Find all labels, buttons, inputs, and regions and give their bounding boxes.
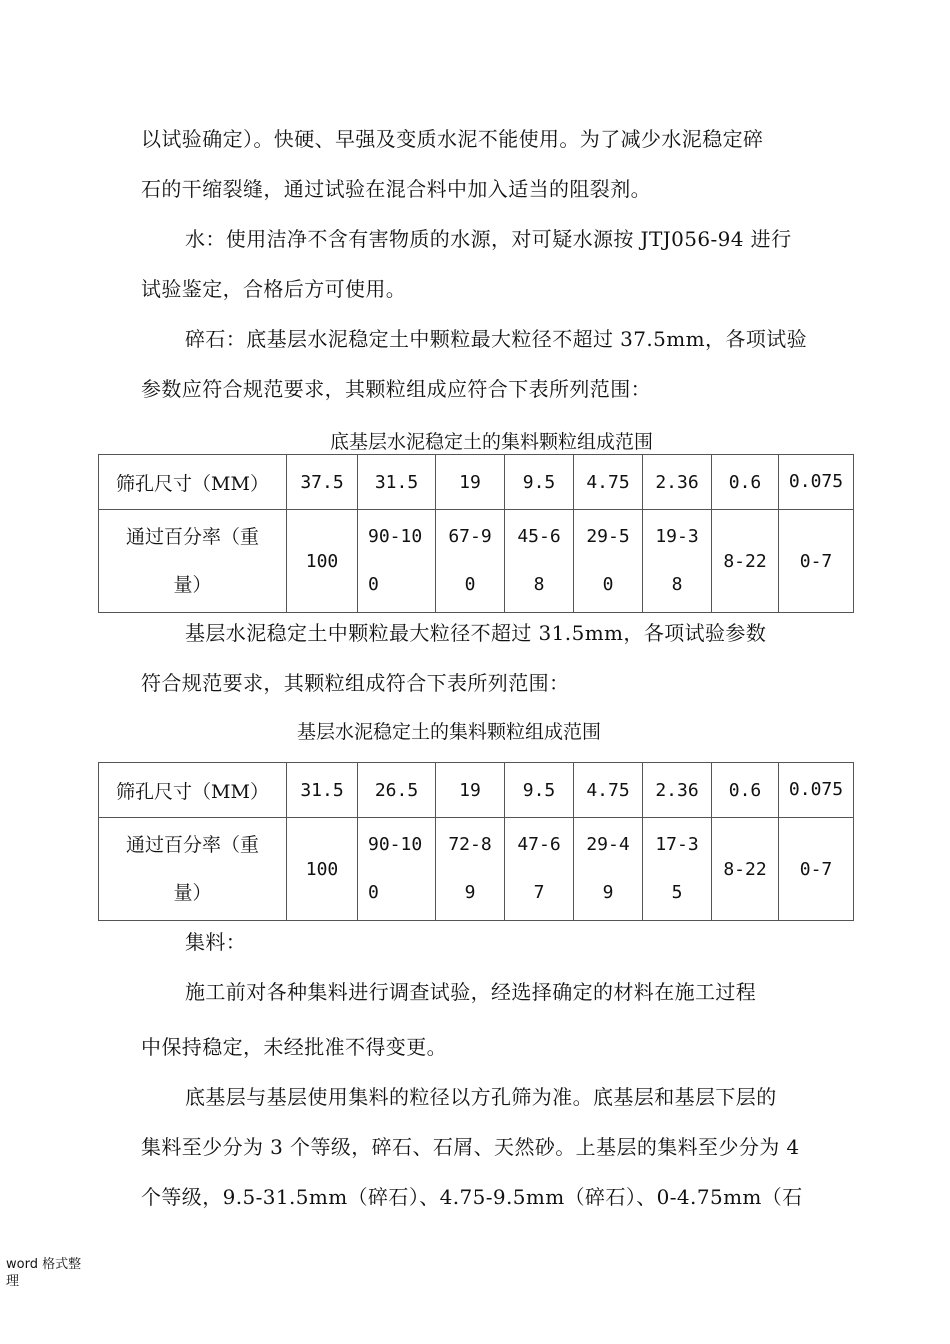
footer-text: word 格式整理 (6, 1257, 82, 1289)
table-cell: 2.36 (643, 455, 712, 510)
paragraph-line: 符合规范要求，其颗粒组成符合下表所列范围： (141, 671, 570, 695)
table-cell: 31.5 (287, 763, 358, 818)
table-cell: 4.75 (574, 763, 643, 818)
table-cell: 9.5 (505, 455, 574, 510)
table-cell: 31.5 (358, 455, 436, 510)
table-cell: 0-7 (779, 818, 854, 921)
paragraph-line: 参数应符合规范要求，其颗粒组成应符合下表所列范围： (141, 377, 651, 401)
paragraph-line: 以试验确定）。快硬、早强及变质水泥不能使用。为了减少水泥稳定碎 (141, 127, 764, 151)
table-caption: 基层水泥稳定土的集料颗粒组成范围 (297, 721, 602, 743)
grading-table-subbase (98, 454, 854, 613)
table-row (99, 455, 854, 510)
paragraph-line: 碎石：底基层水泥稳定土中颗粒最大粒径不超过 37.5mm，各项试验 (185, 327, 808, 351)
table-cell: 19 (436, 763, 505, 818)
paragraph-line: 集料： (185, 930, 247, 954)
paragraph-line: 中保持稳定，未经批准不得变更。 (141, 1035, 447, 1059)
table-cell: 8-22 (712, 818, 779, 921)
table-cell: 37.5 (287, 455, 358, 510)
paragraph-line: 石的干缩裂缝，通过试验在混合料中加入适当的阻裂剂。 (141, 177, 651, 201)
table-cell: 0-7 (779, 510, 854, 613)
table-header-cell: 通过百分率（重量） (99, 818, 287, 921)
table-caption: 底基层水泥稳定土的集料颗粒组成范围 (330, 431, 654, 453)
table-cell: 19-38 (643, 510, 712, 613)
table-cell: 0.075 (779, 763, 854, 818)
table-cell: 67-90 (436, 510, 505, 613)
table-cell: 17-35 (643, 818, 712, 921)
table-header-cell: 通过百分率（重量） (99, 510, 287, 613)
table-cell: 90-100 (358, 510, 436, 613)
table-cell: 0.6 (712, 455, 779, 510)
paragraph-line: 水：使用洁净不含有害物质的水源，对可疑水源按 JTJ056-94 进行 (185, 227, 792, 251)
table-cell: 29-49 (574, 818, 643, 921)
paragraph-line: 底基层与基层使用集料的粒径以方孔筛为准。底基层和基层下层的 (185, 1085, 777, 1109)
table-cell: 9.5 (505, 763, 574, 818)
table-cell: 26.5 (358, 763, 436, 818)
table-cell: 45-68 (505, 510, 574, 613)
table-cell: 100 (287, 818, 358, 921)
table-cell: 47-67 (505, 818, 574, 921)
table-cell: 2.36 (643, 763, 712, 818)
table-cell: 90-100 (358, 818, 436, 921)
table-header-cell: 筛孔尺寸（MM） (99, 763, 287, 818)
table-row (99, 510, 854, 613)
paragraph-line: 施工前对各种集料进行调查试验，经选择确定的材料在施工过程 (185, 980, 757, 1004)
table-cell: 0.6 (712, 763, 779, 818)
paragraph-line: 试验鉴定，合格后方可使用。 (141, 277, 407, 301)
table-cell: 72-89 (436, 818, 505, 921)
table-cell: 19 (436, 455, 505, 510)
table-header-cell: 筛孔尺寸（MM） (99, 455, 287, 510)
table-cell: 8-22 (712, 510, 779, 613)
table-cell: 100 (287, 510, 358, 613)
paragraph-line: 集料至少分为 3 个等级，碎石、石屑、天然砂。上基层的集料至少分为 4 (141, 1135, 800, 1159)
grading-table-base (98, 762, 854, 921)
paragraph-line: 基层水泥稳定土中颗粒最大粒径不超过 31.5mm，各项试验参数 (185, 621, 767, 645)
table-cell: 29-50 (574, 510, 643, 613)
table-row (99, 818, 854, 921)
table-cell: 0.075 (779, 455, 854, 510)
paragraph-line: 个等级，9.5-31.5mm（碎石）、4.75-9.5mm（碎石）、0-4.75mm（石 (141, 1185, 803, 1209)
table-cell: 4.75 (574, 455, 643, 510)
table-row (99, 763, 854, 818)
